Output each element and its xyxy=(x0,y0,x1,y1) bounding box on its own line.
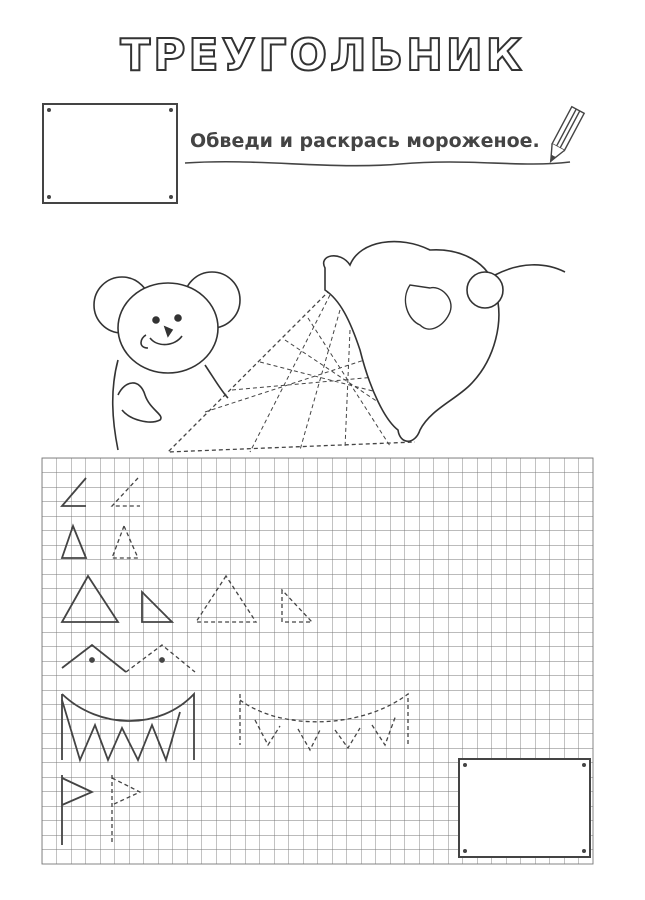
instruction-text: Обведи и раскрась мороженое. xyxy=(190,130,540,152)
ice-cream-illustration xyxy=(168,242,565,452)
instruction-underline xyxy=(185,162,570,166)
mouse-illustration xyxy=(94,272,240,450)
pencil-icon xyxy=(545,107,585,165)
bottom-sticker-frame xyxy=(458,758,591,858)
page-title: ТРЕУГОЛЬНИК xyxy=(120,30,525,81)
